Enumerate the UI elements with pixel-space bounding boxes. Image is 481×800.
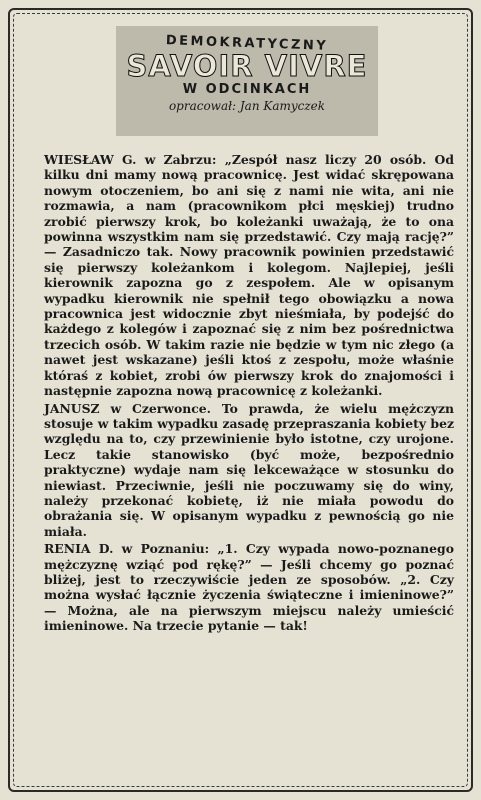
header-subtitle: W ODCINKACH xyxy=(182,82,312,97)
answer-text: „Zespół nasz liczy 20 osób. Od kilku dni mamy nową pracownicę. Jest widać skrępowana nowym otoczeniem, bo ani się z nami nie wita, ani nie rozmawia, a nam (pracownikom płci męskiej) trudno zrobić pierwszy krok, bo koleżanki uważają, że to ona powinna wszystkim nam się przedstawić. Czy mają rację?” — Zasadniczo tak. Nowy pracownik powinien przedstawić się pierwszy koleżankom i kolegom. Najlepiej, jeśli kierownik zapozna go z zespołem. Ale w opisanym wypadku kierownik nie spełnił tego obowiązku a nowa pracownica jest widocznie zbyt nieśmiała, by podejść do każdego z kolegów i zapoznać się z nim bez pośrednictwa trzecich osób. W takim razie nie będzie w tym nic złego (a nawet jest wskazane) jeśli ktoś z zespołu, może właśnie któraś z kobiet, zrobi ów pierwszy krok do znajomości i następnie zapozna nową pracownicę z koleżanki. xyxy=(44,152,454,399)
column-header xyxy=(116,26,378,136)
header-overline: DEMOKRATYCZNY xyxy=(165,33,329,54)
header-title: SAVOIR VIVRE xyxy=(126,49,368,83)
letter-answer xyxy=(44,541,454,633)
header-author: opracował: Jan Kamyczek xyxy=(168,99,326,113)
reader-name: WIESŁAW G. w Zabrzu: xyxy=(44,152,217,167)
letter-answer xyxy=(44,401,454,540)
answer-text: To prawda, że wielu mężczyzn stosuje w takim wypadku zasadę przepraszania kobiety bez względu na to, czy przewinienie było istotne, czy urojone. Lecz takie stanowisko (być może, bezpośrednio praktyczne) wydaje nam się lekceważące w stosunku do niewiast. Przeciwnie, jeśli nie poczuwamy się do winy, należy przekonać kobietę, iż nie miała powodu do obrażania się. W opisanym wypadku z pewnością go nie miała. xyxy=(44,400,454,539)
answer-text: „1. Czy wypada nowo-poznanego mężczyznę wziąć pod rękę?” — Jeśli chcemy go poznać bliżej, jest to rzeczywiście jeden ze sposobów. „2. Czy można wysłać łącznie życzenia świąteczne i imieninowe?” — Można, ale na pierwszym miejscu należy umieścić imieninowe. Na trzecie pytanie — tak! xyxy=(44,541,454,634)
reader-name: RENIA D. w Poznaniu: xyxy=(44,541,210,557)
letter-answer xyxy=(44,152,454,399)
reader-name: JANUSZ w Czerwonce. xyxy=(44,400,211,416)
article-body xyxy=(44,152,454,636)
